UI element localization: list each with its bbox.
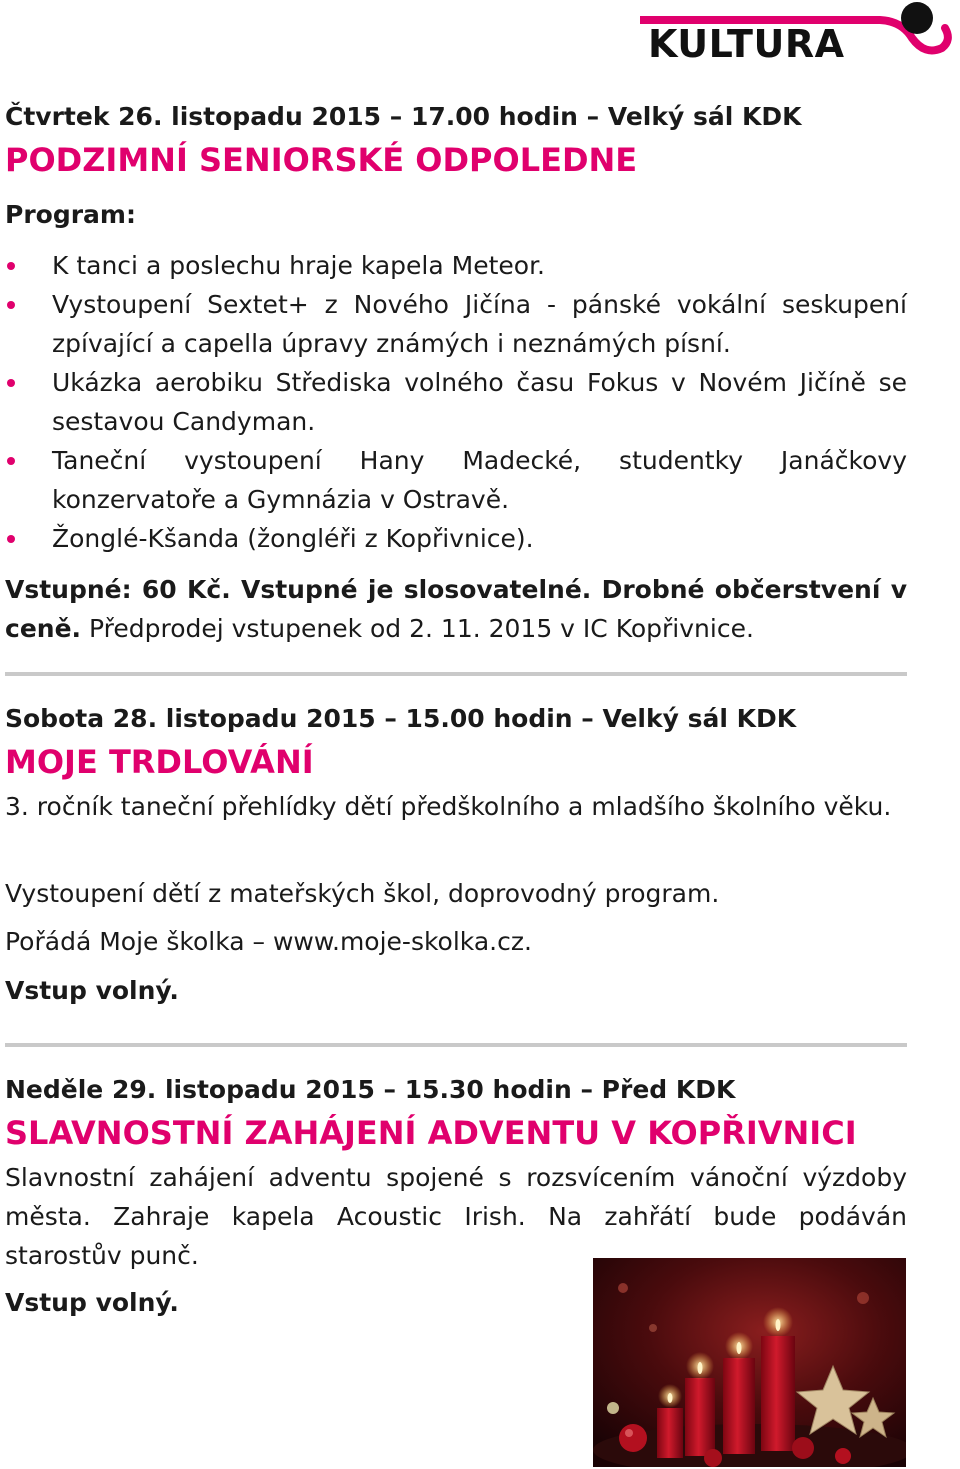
event-date: Čtvrtek 26. listopadu 2015 – 17.00 hodin – Velký sál KDK <box>5 102 802 131</box>
event-info <box>5 570 907 648</box>
list-item: K tanci a poslechu hraje kapela Meteor. <box>5 246 907 285</box>
presale-info: Předprodej vstupenek od 2. 11. 2015 v IC Kopřivnice. <box>81 614 754 643</box>
list-item: Vystoupení Sextet+ z Nového Jičína - pánské vokální seskupení zpívající a capella úpravy známých i neznámých písní. <box>5 285 907 363</box>
bullet-icon <box>7 457 15 465</box>
advent-candles-photo <box>593 1258 906 1467</box>
list-item: Žonglé-Kšanda (žongléři z Kopřivnice). <box>5 519 907 558</box>
event-description: Vystoupení dětí z mateřských škol, doprovodný program. <box>5 879 720 908</box>
event-title: PODZIMNÍ SENIORSKÉ ODPOLEDNE <box>5 141 638 179</box>
admission-info: Vstupné: 60 Kč. Vstupné je slosovatelné. Drobné občerstvení v ceně. <box>5 575 907 643</box>
bullet-icon <box>7 535 15 543</box>
event-title: SLAVNOSTNÍ ZAHÁJENÍ ADVENTU V KOPŘIVNICI <box>5 1114 857 1152</box>
event-description: Slavnostní zahájení adventu spojené s rozsvícením vánoční výzdoby města. Zahraje kapela Acoustic Irish. Na zahřátí bude podáván starostův punč. <box>5 1163 907 1270</box>
program-label: Program: <box>5 200 136 229</box>
bullet-icon <box>7 301 15 309</box>
event-date: Sobota 28. listopadu 2015 – 15.00 hodin – Velký sál KDK <box>5 704 797 733</box>
bullet-icon <box>7 379 15 387</box>
event-date: Neděle 29. listopadu 2015 – 15.30 hodin – Před KDK <box>5 1075 736 1104</box>
list-item: Taneční vystoupení Hany Madecké, studentky Janáčkovy konzervatoře a Gymnázia v Ostravě. <box>5 441 907 519</box>
event-admission: Vstup volný. <box>5 976 179 1005</box>
event-organizer: Pořádá Moje školka – www.moje-skolka.cz. <box>5 927 532 956</box>
list-item: Ukázka aerobiku Střediska volného času Fokus v Novém Jičíně se sestavou Candyman. <box>5 363 907 441</box>
event-admission: Vstup volný. <box>5 1288 179 1317</box>
event-subtitle: 3. ročník taneční přehlídky dětí předškolního a mladšího školního věku. <box>5 792 892 821</box>
divider <box>5 672 907 676</box>
bullet-icon <box>7 262 15 270</box>
divider <box>5 1043 907 1047</box>
program-list <box>5 246 907 558</box>
event-title: MOJE TRDLOVÁNÍ <box>5 743 314 781</box>
section-title: KULTURA <box>648 22 845 66</box>
